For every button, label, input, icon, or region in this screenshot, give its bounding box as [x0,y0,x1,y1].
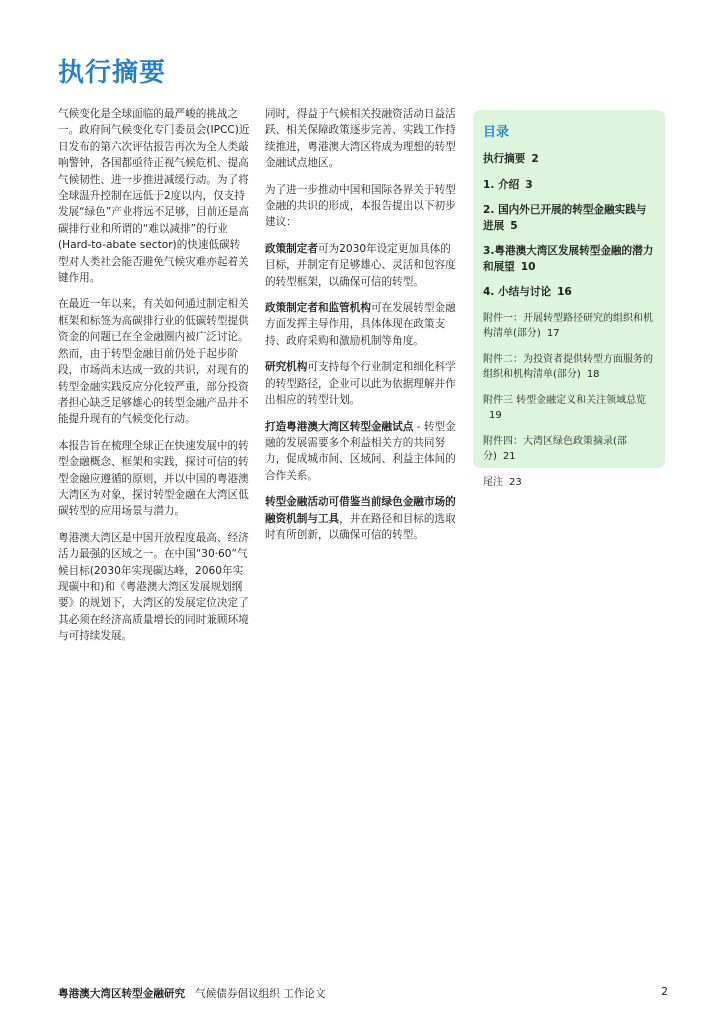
paragraph: 同时，得益于气候相关投融资活动日益活跃、相关保障政策逐步完善、实践工作持续推进，粤港澳大湾区将成为理想的转型金融试点地区。 [265,108,456,170]
toc-item-annex-1[interactable] [483,311,655,342]
paragraph: 为了进一步推动中国和国际各界关于转型金融的共识的形成，本报告提出以下初步建议： [265,183,456,229]
recommendation-text: - 转型金融的发展需要多个利益相关方的共同努力，促成城市间、区域间、利益主体间的合作关系。 [265,420,456,482]
toc-item-annex-4[interactable] [483,434,655,465]
toc-item-page: 23 [509,476,522,488]
column-left [58,106,250,655]
toc-item-endnotes[interactable] [483,475,655,491]
recommendation-lead: 政策制定者 [265,242,318,255]
paragraph: 在最近一年以来，有关如何通过制定相关框架和标签为高碳排行业的低碳转型提供资金的问题已在全金融圈内被广泛讨论。然而，由于转型金融目前仍处于起步阶段，市场尚未达成一致的共识，对现有的转型金融实践反应分化较严重，部分投资者担心缺乏足够雄心的转型金融产品并不能提升现有的气候变化行动。 [58,298,249,426]
toc-item-executive-summary[interactable] [483,152,655,168]
toc-item-page: 2 [531,153,539,165]
toc-item-page: 5 [510,219,518,232]
toc-item-gba-potential[interactable] [483,244,655,275]
recommendation [265,359,459,408]
toc-item-page: 10 [520,260,536,273]
footer-organization: 气候债券倡议组织 工作论文 [195,988,326,1000]
toc-item-page: 18 [586,369,600,380]
toc-item-label: 3.粤港澳大湾区发展转型金融的潜力和展望 [483,245,654,273]
paragraph: 本报告旨在梳理全球正在快速发展中的转型金融概念、框架和实践，探讨可信的转型金融应遵循的原则，并以中国的粤港澳大湾区为对象，探讨转型金融在大湾区低碳转型的应用场景与潜力。 [58,439,249,518]
toc-item-label: 2. 国内外已开展的转型金融实践与进展 [483,204,647,232]
toc-item-label: 4. 小结与讨论 [483,286,552,298]
toc-item-annex-2[interactable] [483,352,655,383]
footer-report-title: 粤港澳大湾区转型金融研究 [58,988,186,1000]
recommendation-text: 可为2030年设定更加具体的目标，并制定有足够雄心、灵活和包容度的转型框架，以确保可信的转型。 [265,242,456,288]
toc-item-label: 1. 介绍 [483,178,520,191]
page-number: 2 [661,986,668,998]
page-title: 执行摘要 [58,58,167,88]
toc-item-page: 21 [502,451,516,462]
recommendation-text: 可在发展转型金融方面发挥主导作用，具体体现在政策支持、政府采购和激励机制等角度。 [265,302,456,347]
recommendation-lead: 转型金融活动可借鉴当前绿色金融市场的融资机制与工具 [265,496,456,525]
recommendation-lead: 研究机构 [265,361,308,374]
recommendation [265,419,459,485]
toc-item-label: 执行摘要 [483,153,526,165]
toc-item-page: 17 [546,328,560,339]
page-footer [58,986,668,1002]
toc-item-practice-progress[interactable] [483,203,655,234]
recommendation-lead: 政策制定者和监管机构 [265,302,371,315]
table-of-contents [473,110,665,488]
paragraph: 气候变化是全球面临的最严峻的挑战之一。政府间气候变化专门委员会(IPCC)近日发布的第六次评估报告再次为全人类敲响警钟，各国都亟待正视气候危机、提高气候韧性、进一步推进减缓行动。为了将全球温升控制在远低于2度以内，仅支持发展“绿色”产业将远不足够，目前还是高碳排行业和所谓的“难以减排”的行业(Hard-to-abate sector)的快速低碳转型对人类社会能否避免气候灾难亦起着关键作用。 [58,108,250,285]
toc-item-page: 16 [557,286,572,298]
toc-item-introduction[interactable] [483,178,655,194]
recommendation [265,494,459,543]
toc-item-label: 附件一：开展转型路径研究的组织和机构清单(部分) [483,312,653,339]
toc-item-label: 附件二：为投资者提供转型方面服务的组织和机构清单(部分) [483,353,653,380]
toc-item-page: 3 [525,178,533,191]
toc-title: 目录 [483,125,510,140]
toc-item-label: 尾注 [483,476,503,488]
toc-item-label: 附件四：大湾区绿色政策摘录(部分) [483,435,627,462]
toc-item-conclusion[interactable] [483,285,655,301]
column-middle [265,106,459,553]
recommendation [265,241,459,290]
toc-item-annex-3[interactable] [483,393,655,424]
recommendation-lead: 打造粤港澳大湾区转型金融试点 [265,420,414,433]
paragraph: 粤港澳大湾区是中国开放程度最高、经济活力最强的区域之一。在中国“30·60”气候目标(2030年实现碳达峰，2060年实现碳中和)和《粤港澳大湾区发展规划纲要》的规划下，大湾区的发展定位决定了其必须在经济高质量增长的同时兼顾环境与可持续发展。 [58,531,249,643]
recommendation [265,300,459,349]
toc-item-page: 19 [489,410,502,421]
recommendation-text: ，并在路径和目标的选取时有所创新，以确保可信的转型。 [265,512,456,541]
toc-item-label: 附件三 转型金融定义和关注领域总览 [483,394,647,406]
recommendation-text: 可支持每个行业制定和细化科学的转型路径，企业可以此为依据理解并作出相应的转型计划。 [265,361,456,407]
